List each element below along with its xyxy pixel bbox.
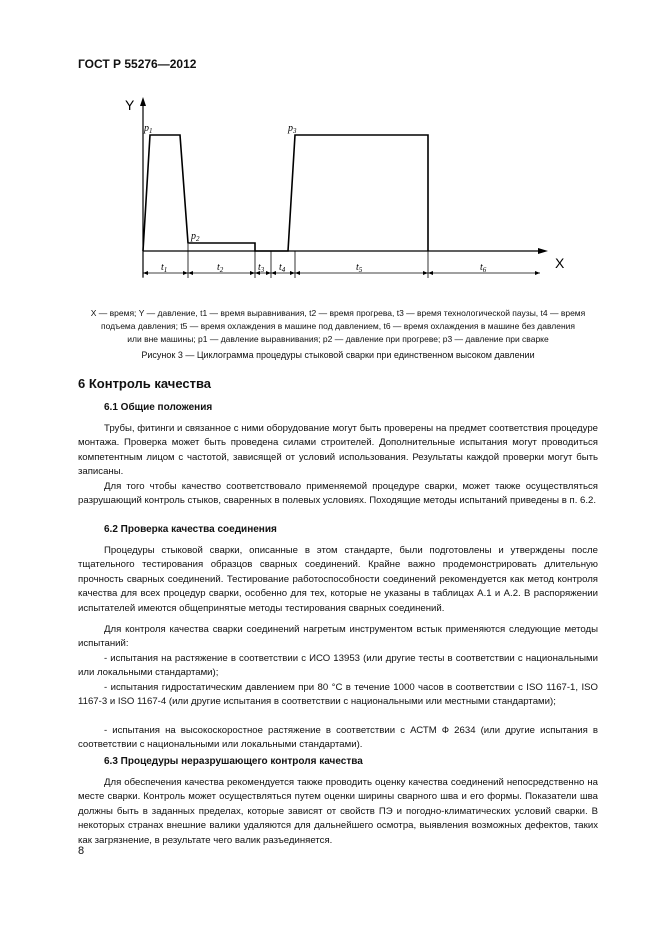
p3-label: $p_3$ [288, 123, 297, 135]
section-6-1-title: 6.1 Общие положения [104, 402, 213, 413]
section-6-2-list-item-3: - испытания на высокоскоростное растяжение в соответствии с АСТМ Ф 2634 (или другие испытания в соответствии с национальными или локальными стандартами). [78, 725, 598, 751]
section-6-2-list-item-2: - испытания гидростатическим давлением при 80 °С в течение 1000 часов в соответствии с ISO 1167-1, ISO 1167-3 и ISO 1167-4 (или другие испытания в соответствии с национальными или местными стандартами); [78, 682, 598, 708]
x-axis-label: X [555, 255, 565, 271]
pressure-curve [143, 135, 428, 251]
legend-line-2: подъема давления; t5 — время охлаждения в машине под давлением, t6 — время охлаждения в машине без давления [100, 321, 576, 331]
x-axis-arrow [538, 248, 548, 254]
p2-label: $p_2$ [191, 231, 200, 243]
t5-label: $t_5$ [356, 262, 363, 274]
t4-label: $t_4$ [279, 262, 286, 274]
section-6-3-title: 6.3 Процедуры неразрушающего контроля качества [104, 756, 363, 767]
legend-line-3: или вне машины; p1 — давление выравнивания; p2 — давление при прогреве; p3 — давление при сварке [127, 334, 549, 344]
t6-label: $t_6$ [480, 262, 487, 274]
welding-cycle-diagram [100, 92, 580, 292]
section-6-2-para-2: Для контроля качества сварки соединений нагретым инструментом встык применяются следующие методы испытаний: [78, 624, 598, 650]
y-axis-arrow [140, 97, 146, 106]
t2-label: $t_2$ [217, 262, 224, 274]
section-6-title: 6 Контроль качества [78, 376, 212, 391]
page-number: 8 [78, 845, 85, 857]
p1-label: $p_1$ [144, 123, 153, 135]
legend-line-1: X — время; Y — давление, t1 — время выравнивания, t2 — время прогрева, t3 — время технологической паузы, t4 — время [90, 308, 586, 318]
t1-label: $t_1$ [161, 262, 168, 274]
section-6-2-title: 6.2 Проверка качества соединения [104, 524, 277, 535]
y-axis-label: Y [125, 97, 135, 113]
figure-title: Рисунок 3 — Циклограмма процедуры стыковой сварки при единственном высоком давлении [141, 350, 535, 360]
figure-legend [78, 307, 598, 346]
section-6-1-para-2: Для того чтобы качество соответствовало применяемой процедуре сварки, может также осуществляться разрушающий контроль стыков, сваренных в полевых условиях. Походящие методы испытаний приведены в п. 6.2. [78, 481, 598, 507]
t3-label: $t_3$ [258, 262, 265, 274]
document-header: ГОСТ Р 55276—2012 [78, 57, 197, 71]
section-6-1-para-1: Трубы, фитинги и связанное с ними оборудование могут быть проверены на предмет соответствия процедуре монтажа. Проверка может быть проведена силами строителей. Дополнительные испытания могут проводиться компетентным лицом с частотой, зависящей от условий использования. Результаты каждой проверки могут быть записаны. [78, 423, 598, 478]
section-6-2-para-1: Процедуры стыковой сварки, описанные в этом стандарте, были подготовлены и утверждены после тщательного тестирования образцов сварных соединений. Крайне важно продемонстрировать длительную прочность сварных соединений. Тестирование работоспособности соединений рекомендуется как метод контроля качества для всех процедур сварки, особенно для тех, которые не указаны в таблицах А.1 и А.2. В распоряжении испытателей имеются общепринятые методы тестирования сварных соединений. [78, 545, 598, 614]
section-6-2-list-item-1: - испытания на растяжение в соответствии с ИСО 13953 (или другие тесты в соответствии с национальными или локальными стандартами); [78, 653, 598, 679]
section-6-3-para-1: Для обеспечения качества рекомендуется также проводить оценку качества соединений непосредственно на месте сварки. Контроль может осуществляться путем оценки ширины сварного шва и его формы. Показатели шва должны быть в заданных пределах, которые зависят от свойств ПЭ и погодно-климатических условий сварки. В некоторых странах внешние валики удаляются для дальнейшего осмотра, выявления возможных дефектов, таких как загрязнение, в результате чего валик разъединяется. [78, 777, 598, 846]
